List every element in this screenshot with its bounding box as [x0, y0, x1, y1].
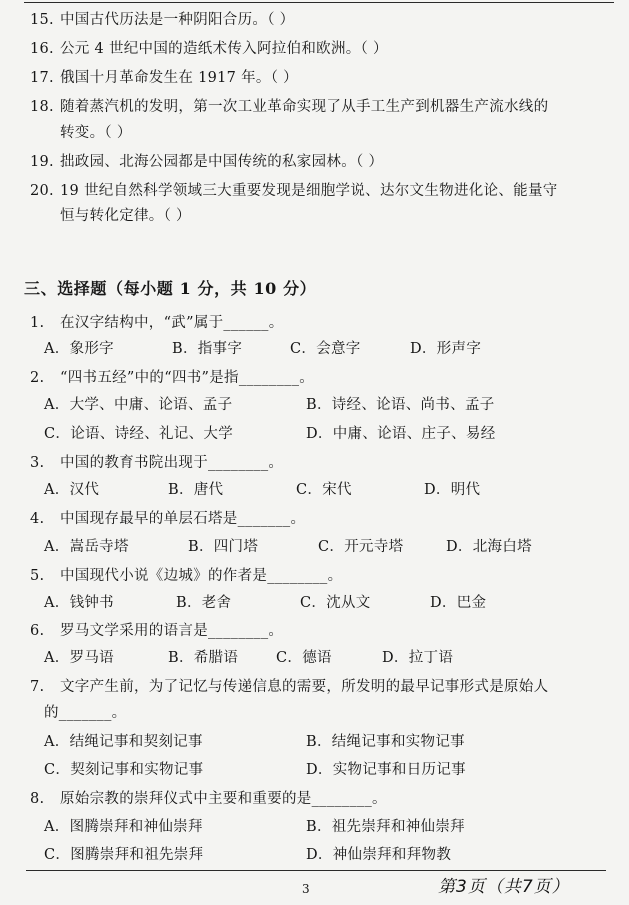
option-b: B．诗经、论语、尚书、孟子: [306, 397, 495, 413]
item-number: 16.: [30, 41, 54, 57]
option-a: A．大学、中庸、论语、孟子: [44, 397, 233, 413]
option-d: D．拉丁语: [382, 650, 454, 666]
option-c: C．图腾崇拜和祖先崇拜: [44, 847, 204, 863]
tf-item-17: [30, 68, 298, 88]
item-text: 中国现存最早的单层石塔是_______。: [60, 511, 306, 527]
option-b: B．祖先崇拜和神仙崇拜: [306, 819, 465, 835]
option-a: A．图腾崇拜和神仙崇拜: [44, 819, 203, 835]
option-b: B．四门塔: [188, 539, 259, 555]
mc-stem: [30, 313, 284, 333]
option-a: A．钱钟书: [44, 595, 114, 611]
tf-item-20: [30, 181, 558, 201]
mc-stem: [30, 621, 283, 641]
item-text: 中国古代历法是一种阴阳合历。（ ）: [60, 12, 295, 28]
item-text: 俄国十月革命发生在 1917 年。（ ）: [60, 70, 298, 86]
mc-stem: [30, 677, 548, 697]
item-number: 20.: [30, 183, 54, 199]
option-a: A．象形字: [44, 341, 114, 357]
item-number: 18.: [30, 99, 54, 115]
mc-stem: [30, 368, 314, 388]
mc-stem: [30, 509, 305, 529]
option-c: C．契刻记事和实物记事: [44, 762, 204, 778]
mc-stem: [30, 789, 387, 809]
item-text: 文字产生前，为了记忆与传递信息的需要，所发明的最早记事形式是原始人: [60, 679, 549, 695]
option-a: A．汉代: [44, 482, 100, 498]
option-c: C．沈从文: [300, 595, 371, 611]
item-number: 2.: [30, 370, 45, 386]
tf-item-15: [30, 10, 294, 30]
option-d: D．中庸、论语、庄子、易经: [306, 426, 496, 442]
item-text: 公元 4 世纪中国的造纸术传入阿拉伯和欧洲。（ ）: [60, 41, 388, 57]
option-c: C．论语、诗经、礼记、大学: [44, 426, 233, 442]
option-b: B．希腊语: [168, 650, 239, 666]
option-b: B．老舍: [176, 595, 232, 611]
tf-item-16: [30, 39, 388, 59]
handwritten-page-note: 第3页（共7页）: [438, 877, 570, 897]
option-d: D．北海白塔: [446, 539, 532, 555]
option-d: D．神仙崇拜和拜物教: [306, 847, 452, 863]
option-a: A．结绳记事和契刻记事: [44, 734, 203, 750]
page-number: 3: [302, 882, 310, 896]
item-number: 17.: [30, 70, 54, 86]
tf-item-19: [30, 152, 383, 172]
item-number: 8.: [30, 791, 45, 807]
item-text: 拙政园、北海公园都是中国传统的私家园林。（ ）: [60, 154, 384, 170]
option-a: A．嵩岳寺塔: [44, 539, 129, 555]
tf-item-18: [30, 97, 548, 117]
item-text: 罗马文学采用的语言是________。: [60, 623, 284, 639]
item-text: 中国的教育书院出现于________。: [60, 455, 284, 471]
item-text: 随着蒸汽机的发明，第一次工业革命实现了从手工生产到机器生产流水线的: [60, 99, 549, 115]
item-number: 19.: [30, 154, 54, 170]
mc-stem-cont: 的_______。: [44, 705, 127, 721]
option-d: D．实物记事和日历记事: [306, 762, 466, 778]
item-number: 7.: [30, 679, 45, 695]
bottom-rule: [26, 870, 606, 871]
item-text: 中国现代小说《边城》的作者是________。: [60, 568, 343, 584]
option-b: B．指事字: [172, 341, 243, 357]
option-b: B．唐代: [168, 482, 224, 498]
tf-item-18-cont: 转变。（ ）: [60, 125, 132, 141]
item-text: “四书五经”中的“四书”是指________。: [60, 370, 315, 386]
item-text: 19 世纪自然科学领域三大重要发现是细胞学说、达尔文生物进化论、能量守: [60, 183, 558, 199]
item-number: 1.: [30, 315, 45, 331]
mc-stem: [30, 566, 342, 586]
option-d: D．巴金: [430, 595, 487, 611]
option-c: C．开元寺塔: [318, 539, 404, 555]
item-text: 原始宗教的崇拜仪式中主要和重要的是________。: [60, 791, 387, 807]
item-number: 3.: [30, 455, 45, 471]
mc-stem: [30, 453, 283, 473]
option-c: C．德语: [276, 650, 332, 666]
tf-item-20-cont: 恒与转化定律。（ ）: [60, 208, 191, 224]
option-b: B．结绳记事和实物记事: [306, 734, 465, 750]
option-a: A．罗马语: [44, 650, 114, 666]
option-d: D．形声字: [410, 341, 482, 357]
item-number: 15.: [30, 12, 54, 28]
section-title: 三、选择题（每小题 1 分，共 10 分）: [24, 279, 317, 298]
option-c: C．会意字: [290, 341, 361, 357]
option-c: C．宋代: [296, 482, 352, 498]
item-number: 4.: [30, 511, 45, 527]
item-number: 6.: [30, 623, 45, 639]
item-number: 5.: [30, 568, 45, 584]
top-rule: [24, 2, 614, 3]
option-d: D．明代: [424, 482, 481, 498]
item-text: 在汉字结构中，“武”属于______。: [60, 315, 284, 331]
